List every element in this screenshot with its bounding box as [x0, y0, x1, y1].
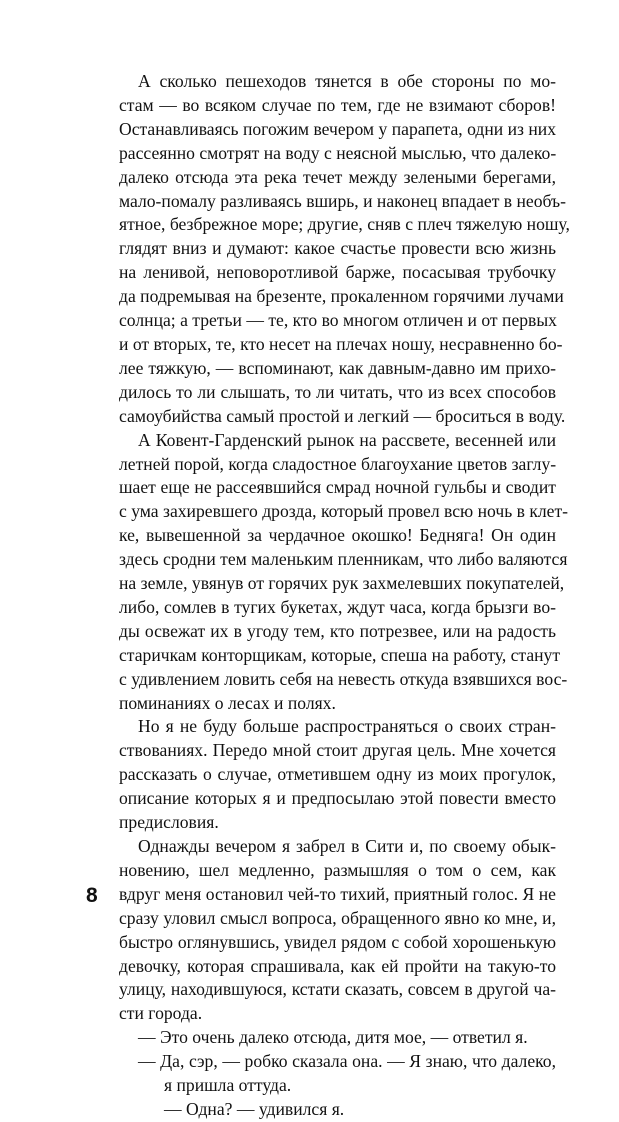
text-line: А Ковент-Гарденский рынок на рассвете, весенней или — [138, 429, 556, 450]
text-line: сти города. — [119, 1003, 203, 1024]
text-line: новению, шел медленно, размышляя о том о сем, как — [119, 859, 556, 880]
page-number: 8 — [86, 884, 98, 907]
dialogue-line: — Это очень далеко отсюда, дитя мое, — ответил я. — [138, 1027, 528, 1048]
text-line: лее тяжкую, — вспоминают, как давным-давно им прихо- — [119, 357, 556, 378]
text-line: Однажды вечером я забрел в Сити и, по своему обык- — [138, 836, 556, 856]
text-line: летней порой, когда сладостное благоухание цветов заглу- — [119, 453, 557, 474]
dialogue-line: я пришла оттуда. — [164, 1075, 292, 1096]
text-line: да подремывая на брезенте, прокаленном горячими лучами — [119, 286, 564, 307]
text-line: ятное, безбрежное море; другие, сняв с плеч тяжелую ношу, — [119, 214, 570, 235]
text-line: А сколько пешеходов тянется в обе стороны по мо- — [138, 71, 556, 91]
dialogue-line: — Одна? — удивился я. — [164, 1098, 345, 1119]
text-line: девочку, которая спрашивала, как ей пройти на такую-то — [119, 955, 556, 976]
text-line: описание которых я и предпосылаю этой повести вместо — [119, 788, 556, 809]
text-line: солнца; а третьи — те, кто во многом отличен и от первых — [119, 310, 557, 331]
text-line: ствованиях. Передо мной стоит другая цель. Мне хочется — [119, 740, 556, 761]
text-line: на земле, увянув от горячих рук захмелевших покупателей, — [119, 573, 565, 594]
text-line: Останавливаясь погожим вечером у парапета, одни из них — [119, 118, 556, 139]
text-line: самоубийства самый простой и легкий — броситься в воду. — [119, 405, 566, 426]
text-line: мало-помалу разливаясь вширь, и наконец впадает в необъ- — [119, 190, 566, 211]
text-line: поминаниях о лесах и полях. — [119, 692, 336, 713]
text-line: рассказать о случае, отметившем одну из моих прогулок, — [119, 764, 556, 785]
text-line: далеко отсюда эта река течет между зелеными берегами, — [119, 166, 556, 187]
text-line: здесь сродни тем маленьким пленникам, что либо валяются — [119, 549, 568, 570]
text-line: на ленивой, неповоротливой барже, посасывая трубочку — [119, 262, 556, 283]
text-line: стам — во всяком случае по тем, где не взимают сборов! — [119, 94, 556, 115]
body-text — [119, 70, 570, 1122]
text-line: с удивлением ловить себя на невесть откуда взявшихся вос- — [119, 668, 568, 689]
dialogue-line: — Да, сэр, — робко сказала она. — Я знаю, что далеко, — [138, 1051, 556, 1072]
text-line: вдруг меня остановил чей-то тихий, приятный голос. Я не — [119, 883, 556, 904]
text-line: старичкам конторщикам, которые, спеша на работу, станут — [119, 644, 561, 665]
text-line: рассеянно смотрят на воду с неясной мыслью, что далеко- — [119, 142, 557, 163]
text-line: сразу уловил смысл вопроса, обращенного явно ко мне, и, — [119, 907, 556, 928]
text-line: либо, сомлев в тугих букетах, ждут часа, когда брызги во- — [119, 596, 556, 617]
text-line: с ума захиревшего дрозда, который провел всю ночь в клет- — [119, 501, 569, 522]
text-line: глядят вниз и думают: какое счастье провести всю жизнь — [119, 238, 556, 259]
text-line: ды освежат их в угоду тем, кто потрезвее, или на радость — [119, 620, 556, 641]
text-line: шает еще не рассеявшийся смрад ночной гульбы и сводит — [119, 477, 556, 498]
text-line: улицу, находившуюся, кстати сказать, совсем в другой ча- — [119, 979, 556, 1000]
text-line: предисловия. — [119, 812, 219, 833]
text-line: и от вторых, те, кто несет на плечах ношу, несравненно бо- — [119, 333, 563, 354]
text-line: дилось то ли слышать, то ли читать, что из всех способов — [119, 381, 556, 402]
text-line: ке, вывешенной за чердачное окошко! Бедняга! Он один — [119, 525, 556, 546]
text-line: быстро оглянувшись, увидел рядом с собой хорошенькую — [119, 931, 556, 952]
text-line: Но я не буду больше распространяться о своих стран- — [138, 716, 556, 737]
